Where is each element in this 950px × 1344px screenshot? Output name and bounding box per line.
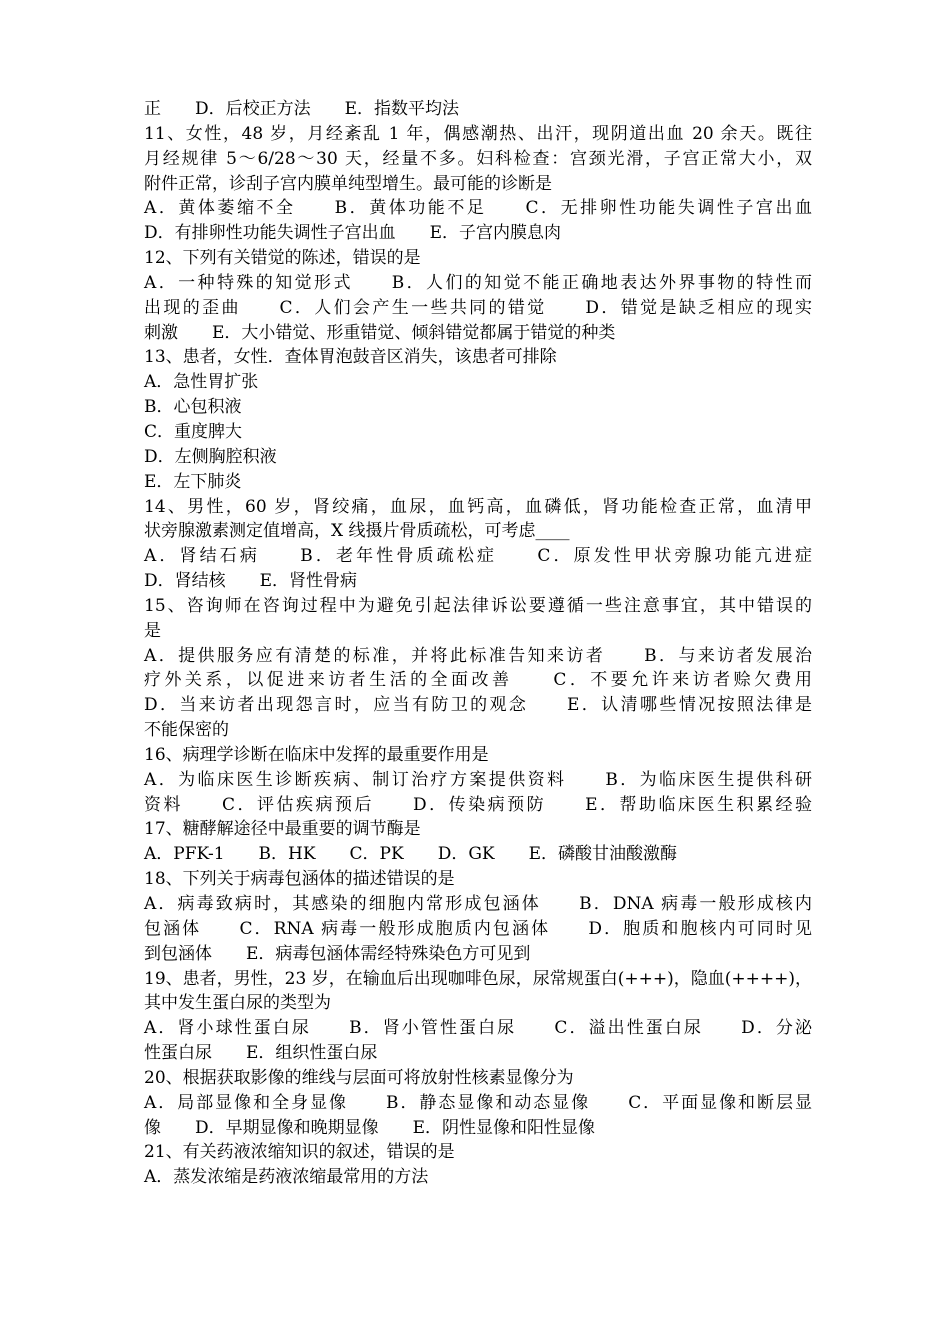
text-line: 17、糖酵解途径中最重要的调节酶是: [144, 819, 421, 840]
text-line: A．为临床医生诊断疾病、制订治疗方案提供资料 B．为临床医生提供科研: [144, 769, 812, 790]
text-line: 14、男性，60 岁，肾绞痛，血尿，血钙高，血磷低，肾功能检查正常，血清甲: [144, 496, 812, 517]
text-line: 是: [144, 620, 161, 641]
text-line: A．一种特殊的知觉形式 B．人们的知觉不能正确地表达外界事物的特性而: [144, 272, 812, 293]
text-line: A．提供服务应有清楚的标准，并将此标准告知来访者 B．与来访者发展治: [144, 645, 812, 666]
text-line: B．心包积液: [144, 397, 242, 418]
text-line: 刺激 E．大小错觉、形重错觉、倾斜错觉都属于错觉的种类: [144, 322, 616, 343]
text-line: 出现的歪曲 C．人们会产生一些共同的错觉 D．错觉是缺乏相应的现实: [144, 297, 812, 318]
text-line: A．肾结石病 B．老年性骨质疏松症 C．原发性甲状旁腺功能亢进症: [144, 546, 812, 567]
document-body: [144, 97, 812, 1190]
text-line: 到包涵体 E．病毒包涵体需经特殊染色方可见到: [144, 943, 531, 964]
text-line: C．重度脾大: [144, 421, 243, 442]
text-line: 包涵体 C．RNA 病毒一般形成胞质内包涵体 D．胞质和胞核内可同时见: [144, 918, 812, 939]
text-line: 16、病理学诊断在临床中发挥的最重要作用是: [144, 744, 489, 765]
text-line: D．左侧胸腔积液: [144, 446, 277, 467]
text-line: 13、患者，女性．查体胃泡鼓音区消失，该患者可排除: [144, 347, 557, 368]
text-line: A．局部显像和全身显像 B．静态显像和动态显像 C．平面显像和断层显: [144, 1092, 812, 1113]
text-line: E．左下肺炎: [144, 471, 242, 492]
text-line: 月经规律 5～6/28～30 天，经量不多。妇科检查：宫颈光滑，子宫正常大小，双: [144, 148, 812, 169]
text-line: 20、根据获取影像的维线与层面可将放射性核素显像分为: [144, 1067, 574, 1088]
text-line: A．PFK-1 B．HK C．PK D．GK E．磷酸甘油酸激酶: [144, 844, 678, 865]
text-line: A．病毒致病时，其感染的细胞内常形成包涵体 B．DNA 病毒一般形成核内: [144, 894, 812, 914]
text-line: D．肾结核 E．肾性骨病: [144, 571, 358, 592]
text-line: 疗外关系，以促进来访者生活的全面改善 C．不要允许来访者赊欠费用: [144, 670, 812, 691]
text-line: 19、患者，男性，23 岁，在输血后出现咖啡色尿，尿常规蛋白(+++)，隐血(++++)，: [144, 968, 812, 989]
text-line: 附件正常，诊刮子宫内膜单纯型增生。最可能的诊断是: [144, 173, 552, 194]
text-line: 12、下列有关错觉的陈述，错误的是: [144, 248, 421, 269]
text-line: 不能保密的: [144, 720, 229, 741]
text-line: 21、有关药液浓缩知识的叙述，错误的是: [144, 1142, 455, 1163]
text-line: A．急性胃扩张: [144, 372, 259, 393]
text-line: D．当来访者出现怨言时，应当有防卫的观念 E．认清哪些情况按照法律是: [144, 695, 812, 716]
text-line: 像 D．早期显像和晚期显像 E．阴性显像和阳性显像: [144, 1117, 596, 1138]
text-line: 15、咨询师在咨询过程中为避免引起法律诉讼要遵循一些注意事宜，其中错误的: [144, 595, 812, 616]
text-line: 状旁腺激素测定值增高，X 线摄片骨质疏松，可考虑____: [144, 521, 570, 542]
text-line: 资料 C．评估疾病预后 D．传染病预防 E．帮助临床医生积累经验: [144, 794, 812, 815]
text-line: A．黄体萎缩不全 B．黄体功能不足 C．无排卵性功能失调性子宫出血: [144, 198, 812, 219]
text-line: A．肾小球性蛋白尿 B．肾小管性蛋白尿 C．溢出性蛋白尿 D．分泌: [144, 1018, 812, 1039]
text-line: A．蒸发浓缩是药液浓缩最常用的方法: [144, 1167, 429, 1188]
text-line: 18、下列关于病毒包涵体的描述错误的是: [144, 869, 455, 890]
text-line: D．有排卵性功能失调性子宫出血 E．子宫内膜息肉: [144, 223, 562, 244]
text-line: 11、女性，48 岁，月经紊乱 1 年，偶感潮热、出汗，现阴道出血 20 余天。既往: [144, 123, 812, 144]
text-line: 正 D．后校正方法 E．指数平均法: [144, 99, 460, 119]
text-line: 其中发生蛋白尿的类型为: [144, 993, 331, 1014]
text-line: 性蛋白尿 E．组织性蛋白尿: [144, 1043, 378, 1064]
